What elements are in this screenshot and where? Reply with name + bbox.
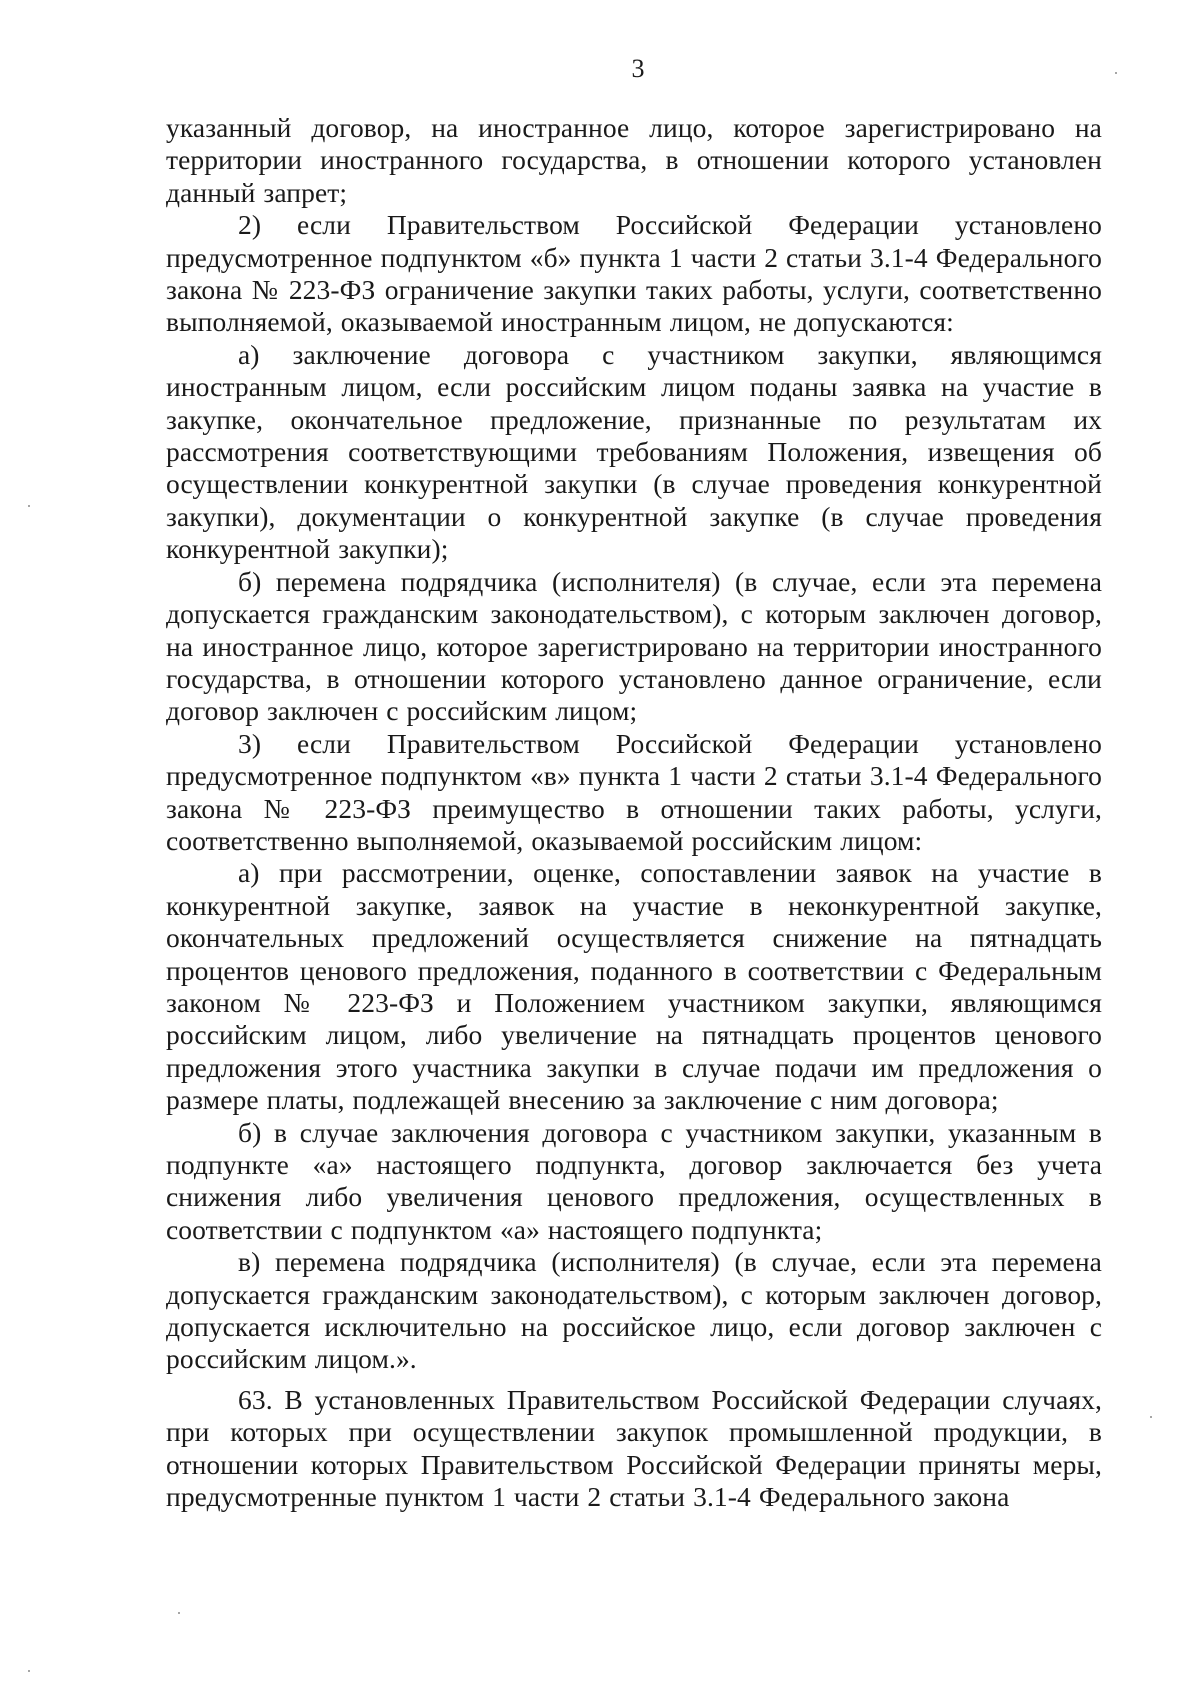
- paragraph-continuation: указанный договор, на иностранное лицо, которое зарегистрировано на территории иностранного государства, в отношении которого установлен данный запрет;: [166, 112, 1102, 208]
- paragraph-item-2: 2) если Правительством Российской Федерации установлено предусмотренное подпунктом «б» пункта 1 части 2 статьи 3.1-4 Федерального закона № 223-ФЗ ограничение закупки таких работы, услуги, соответственно выполняемой, оказываемой иностранным лицом, не допускаются:: [166, 209, 1102, 338]
- scan-speck: [1115, 72, 1117, 74]
- paragraph-subitem-2b: б) перемена подрядчика (исполнителя) (в случае, если эта перемена допускается гражданским законодательством), с которым заключен договор, на иностранное лицо, которое зарегистрировано на территории иностранного государства, в отношении которого установлено данное ограничение, если договор заключен с российским лицом;: [166, 565, 1102, 727]
- scan-speck: [28, 505, 30, 507]
- scan-speck: [1150, 1416, 1152, 1418]
- scan-speck: [178, 1612, 180, 1614]
- document-body: [166, 112, 1102, 1513]
- scan-speck: [28, 1670, 30, 1672]
- page-number: 3: [631, 54, 645, 83]
- paragraph-item-3: 3) если Правительством Российской Федерации установлено предусмотренное подпунктом «в» пункта 1 части 2 статьи 3.1-4 Федерального закона № 223-ФЗ преимущество в отношении таких работы, услуги, соответственно выполняемой, оказываемой российским лицом:: [166, 727, 1102, 856]
- paragraph-subitem-3a: а) при рассмотрении, оценке, сопоставлении заявок на участие в конкурентной закупке, заявок на участие в неконкурентной закупке, окончательных предложений осуществляется снижение на пятнадцать процентов ценового предложения, поданного в соответствии с Федеральным законом № 223-ФЗ и Положением участником закупки, являющимся российским лицом, либо увеличение на пятнадцать процентов ценового предложения этого участника закупки в случае подачи им предложения о размере платы, подлежащей внесению за заключение с ним договора;: [166, 857, 1102, 1116]
- paragraph-subitem-3v: в) перемена подрядчика (исполнителя) (в случае, если эта перемена допускается гражданским законодательством), с которым заключен договор, допускается исключительно на российское лицо, если договор заключен с российским лицом.».: [166, 1246, 1102, 1375]
- paragraph-point-63: 63. В установленных Правительством Российской Федерации случаях, при которых при осуществлении закупок промышленной продукции, в отношении которых Правительством Российской Федерации приняты меры, предусмотренные пунктом 1 части 2 статьи 3.1-4 Федерального закона: [166, 1383, 1102, 1513]
- paragraph-subitem-3b: б) в случае заключения договора с участником закупки, указанным в подпункте «а» настоящего подпункта, договор заключается без учета снижения либо увеличения ценового предложения, осуществленных в соответствии с подпунктом «а» настоящего подпункта;: [166, 1116, 1102, 1245]
- paragraph-subitem-2a: а) заключение договора с участником закупки, являющимся иностранным лицом, если российским лицом поданы заявка на участие в закупке, окончательное предложение, признанные по результатам их рассмотрения соответствующими требованиям Положения, извещения об осуществлении конкурентной закупки (в случае проведения конкурентной закупки), документации о конкурентной закупке (в случае проведения конкурентной закупки);: [166, 338, 1102, 565]
